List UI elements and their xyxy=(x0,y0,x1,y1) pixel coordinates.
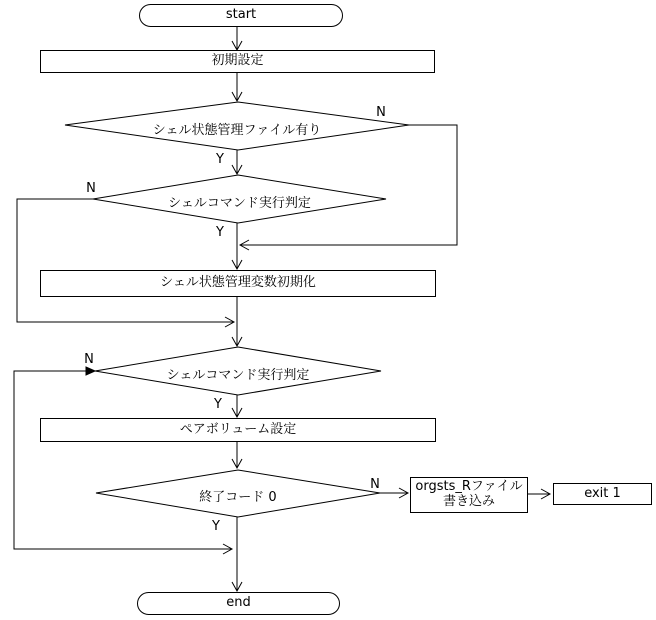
connector-start-to-init xyxy=(232,26,242,50)
branch-label-d3-no: N xyxy=(84,352,94,367)
process-orgsts-write-line2: 書き込み xyxy=(442,494,495,509)
connector-d4-yes-to-end xyxy=(232,517,242,591)
start-terminator xyxy=(139,4,343,27)
decision-shell-cmd-2-shape xyxy=(95,347,381,395)
connector-init-to-d1 xyxy=(232,73,242,101)
branch-label-d2-no: N xyxy=(86,181,96,196)
connector-d1-yes-to-d2 xyxy=(232,150,242,174)
connector-d3-yes-to-pair xyxy=(232,395,242,417)
decision-exit-code-label: 終了コード 0 xyxy=(199,490,277,505)
process-orgsts-write-line1: orgsts_Rファイル xyxy=(415,479,523,495)
branch-label-d4-yes: Y xyxy=(212,519,220,534)
branch-label-d1-yes: Y xyxy=(216,152,224,167)
connector-d2-no-skip xyxy=(17,199,234,327)
connector-d4-no-to-orgsts xyxy=(380,488,408,498)
decision-exit-code-shape xyxy=(96,470,380,517)
process-exit1 xyxy=(553,483,652,505)
connector-d2-yes-to-varinit xyxy=(232,223,242,269)
decision-shell-cmd-2-label: シェルコマンド実行判定 xyxy=(166,368,310,383)
connector-d3-no-to-end-merge xyxy=(14,367,232,554)
branch-label-d1-no: N xyxy=(376,105,386,120)
branch-label-d4-no: N xyxy=(370,477,380,492)
process-state-var-init xyxy=(40,270,436,297)
process-init xyxy=(40,50,435,73)
start-label: start xyxy=(225,7,257,23)
process-init-label: 初期設定 xyxy=(211,53,264,69)
decision-state-file-exists-label: シェル状態管理ファイル有り xyxy=(152,123,322,138)
process-pair-volume-label: ペアボリューム設定 xyxy=(179,421,297,437)
connector-orgsts-to-exit1 xyxy=(528,489,550,499)
end-label: end xyxy=(226,595,251,611)
process-pair-volume xyxy=(40,418,436,442)
process-orgsts-write xyxy=(410,477,528,513)
decision-shell-cmd-1-shape xyxy=(93,175,386,223)
connector-pair-to-d4 xyxy=(232,442,242,468)
process-state-var-init-label: シェル状態管理変数初期化 xyxy=(160,275,316,291)
process-exit1-label: exit 1 xyxy=(584,485,621,501)
end-terminator xyxy=(137,592,340,615)
decision-state-file-exists-shape xyxy=(65,102,409,150)
decision-shell-cmd-1-label: シェルコマンド実行判定 xyxy=(168,196,311,211)
branch-label-d3-yes: Y xyxy=(214,397,222,412)
branch-label-d2-yes: Y xyxy=(216,225,224,240)
